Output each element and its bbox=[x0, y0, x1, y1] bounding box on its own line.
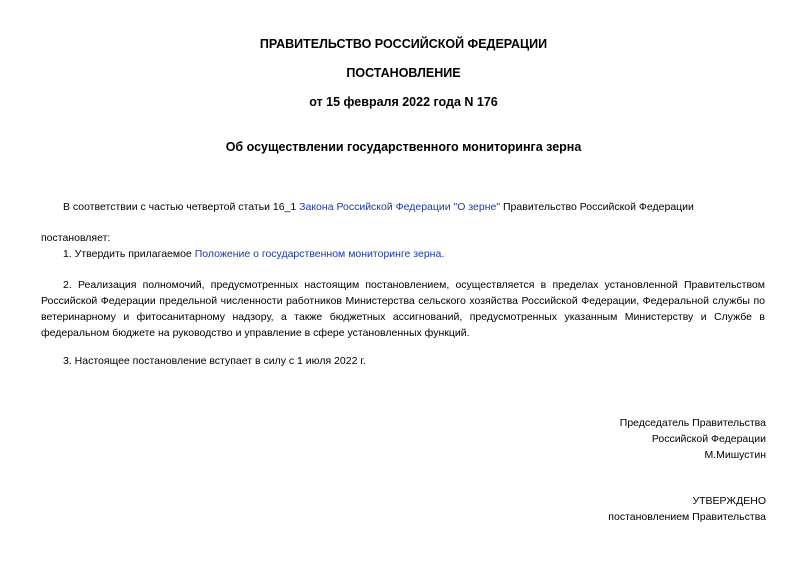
law-link[interactable]: Закона Российской Федерации "О зерне" bbox=[299, 201, 501, 213]
item-3-paragraph: 3. Настоящее постановление вступает в силу с 1 июля 2022 г. bbox=[63, 355, 366, 367]
document-title: Об осуществлении государственного мониторинга зерна bbox=[225, 140, 582, 154]
preamble-paragraph bbox=[41, 199, 765, 215]
government-heading: ПРАВИТЕЛЬСТВО РОССИЙСКОЙ ФЕДЕРАЦИИ bbox=[259, 37, 548, 51]
regulation-link[interactable]: Положение о государственном мониторинге зерна. bbox=[194, 248, 445, 260]
preamble-text-after: Правительство Российской Федерации bbox=[500, 201, 694, 213]
item-2-paragraph: 2. Реализация полномочий, предусмотренных настоящим постановлением, осуществляется в пределах установленной Правительством Российской Федерации предельной численности работников Министерства сельского хозяйства Российской Федерации, Федеральной службы по ветеринарному и фитосанитарному надзору, а также бюджетных ассигнований, предусмотренных указанным Министерству и Службе в федеральном бюджете на руководство и управление в сфере установленных функций. bbox=[41, 279, 765, 339]
decides-text: постановляет: bbox=[41, 232, 111, 244]
item-1-paragraph bbox=[41, 246, 765, 262]
date-number-heading: от 15 февраля 2022 года N 176 bbox=[309, 95, 498, 109]
item-1-text: 1. Утвердить прилагаемое bbox=[63, 248, 195, 260]
signature-name: М.Мишустин bbox=[704, 449, 766, 461]
preamble-text-before: В соответствии с частью четвертой статьи 16_1 bbox=[63, 201, 300, 213]
signature-position-line2: Российской Федерации bbox=[651, 433, 766, 445]
signature-block bbox=[620, 415, 766, 463]
approval-block bbox=[608, 493, 766, 525]
document-type-heading: ПОСТАНОВЛЕНИЕ bbox=[346, 66, 461, 80]
approval-stamp: УТВЕРЖДЕНО bbox=[692, 495, 766, 507]
approval-by: постановлением Правительства bbox=[608, 511, 766, 523]
signature-position-line1: Председатель Правительства bbox=[619, 417, 766, 429]
